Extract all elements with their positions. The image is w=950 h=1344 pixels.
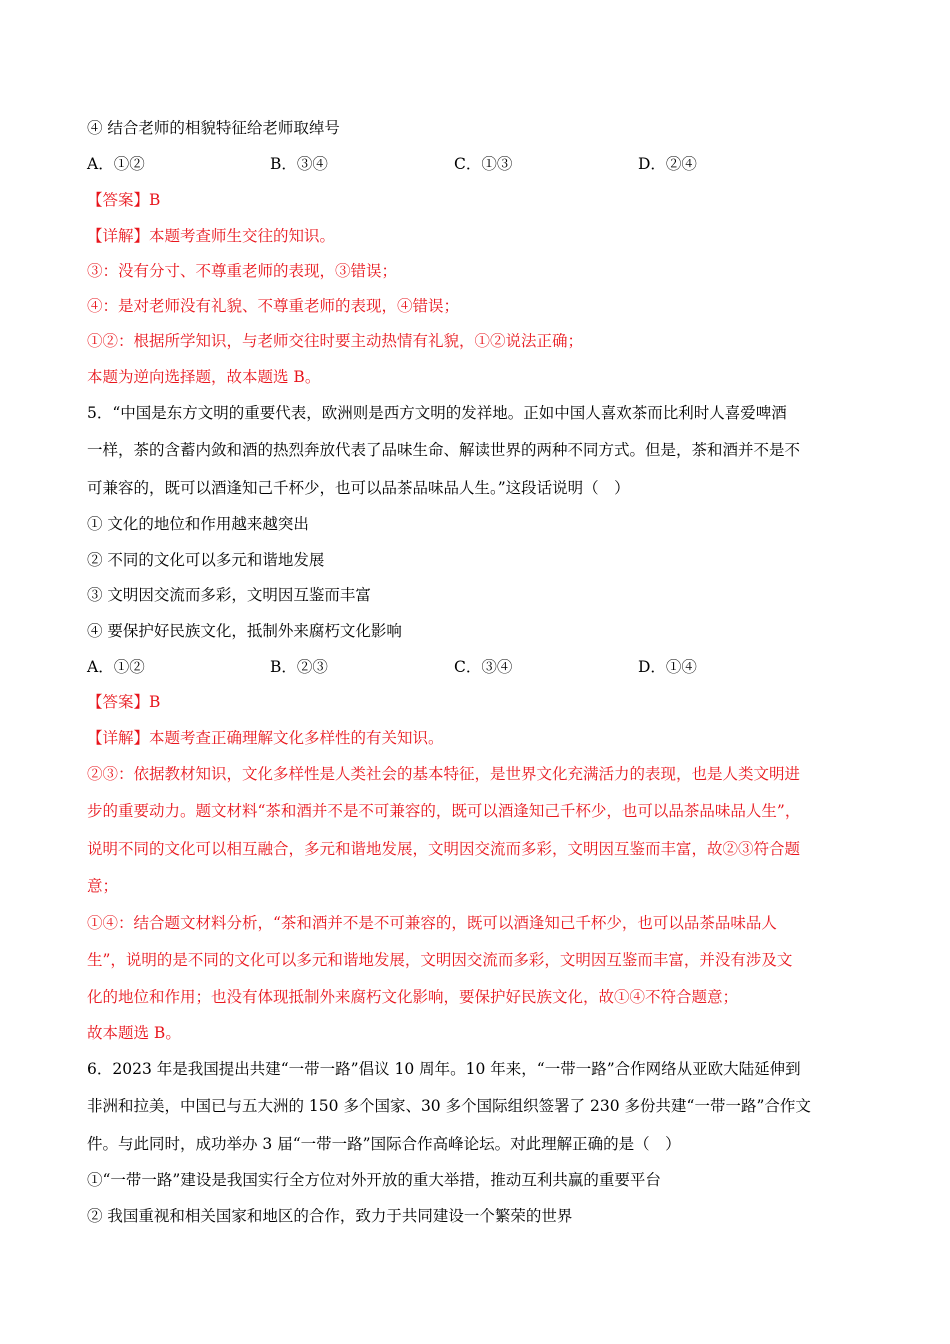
q5-detail-line: ①④：结合题文材料分析，“茶和酒并不是不可兼容的，既可以酒逢知己千杯少，也可以品茶品味品人	[87, 914, 777, 932]
q5-option-b: B．②③	[270, 658, 328, 676]
q5-detail-line: 故本题选 B。	[87, 1024, 181, 1042]
q6-item-1: ①“一带一路”建设是我国实行全方位对外开放的重大举措，推动互利共赢的重要平台	[87, 1171, 661, 1189]
q4-detail-line: ①②：根据所学知识，与老师交往时要主动热情有礼貌，①②说法正确；	[87, 332, 584, 350]
q5-detail-line: 化的地位和作用；也没有体现抵制外来腐朽文化影响，要保护好民族文化，故①④不符合题意；	[87, 988, 739, 1006]
q4-option-b: B．③④	[270, 155, 328, 173]
q4-answer: 【答案】B	[87, 191, 161, 209]
q6-stem-line: 件。与此同时，成功举办 3 届“一带一路”国际合作高峰论坛。对此理解正确的是（ ）	[87, 1135, 681, 1153]
q5-item-2: ② 不同的文化可以多元和谐地发展	[87, 551, 325, 569]
q4-option-c: C．①③	[454, 155, 513, 173]
q5-detail-line: 【详解】本题考查正确理解文化多样性的有关知识。	[87, 729, 444, 747]
q5-item-4: ④ 要保护好民族文化，抵制外来腐朽文化影响	[87, 622, 402, 640]
q6-stem-line: 6．2023 年是我国提出共建“一带一路”倡议 10 周年。10 年来，“一带一路”合作网络从亚欧大陆延伸到	[87, 1060, 801, 1078]
q5-stem-line: 可兼容的，既可以酒逢知己千杯少，也可以品茶品味品人生。”这段话说明（ ）	[87, 479, 630, 497]
q5-detail-line: ②③：依据教材知识，文化多样性是人类社会的基本特征，是世界文化充满活力的表现，也是人类文明进	[87, 765, 801, 783]
q4-item-4: ④ 结合老师的相貌特征给老师取绰号	[87, 119, 340, 137]
q5-stem-line: 一样，茶的含蓄内敛和酒的热烈奔放代表了品味生命、解读世界的两种不同方式。但是，茶和酒并不是不	[87, 441, 801, 459]
q5-option-a: A．①②	[87, 658, 145, 676]
q5-stem-line: 5．“中国是东方文明的重要代表，欧洲则是西方文明的发祥地。正如中国人喜欢茶而比利时人喜爱啤酒	[87, 404, 787, 422]
q5-option-c: C．③④	[454, 658, 513, 676]
q4-detail-line: 本题为逆向选择题，故本题选 B。	[87, 368, 321, 386]
q4-detail-line: ③：没有分寸、不尊重老师的表现，③错误；	[87, 262, 398, 280]
q5-item-1: ① 文化的地位和作用越来越突出	[87, 515, 309, 533]
q5-option-d: D．①④	[638, 658, 697, 676]
q5-detail-line: 步的重要动力。题文材料“茶和酒并不是不可兼容的，既可以酒逢知己千杯少，也可以品茶品味品人生”，	[87, 802, 801, 820]
q4-option-d: D．②④	[638, 155, 697, 173]
q6-item-2: ② 我国重视和相关国家和地区的合作，致力于共同建设一个繁荣的世界	[87, 1207, 573, 1225]
q5-answer: 【答案】B	[87, 693, 161, 711]
q5-item-3: ③ 文明因交流而多彩，文明因互鉴而丰富	[87, 586, 371, 604]
q5-options	[87, 657, 867, 677]
q5-detail-line: 意；	[87, 877, 119, 895]
q4-option-a: A．①②	[87, 155, 145, 173]
q4-detail-line: 【详解】本题考查师生交往的知识。	[87, 227, 336, 245]
q6-stem-line: 非洲和拉美，中国已与五大洲的 150 多个国家、30 多个国际组织签署了 230 多份共建“一带一路”合作文	[87, 1097, 811, 1115]
q5-detail-line: 生”，说明的是不同的文化可以多元和谐地发展，文明因交流而多彩，文明因互鉴而丰富，并没有涉及文	[87, 951, 793, 969]
q4-detail-line: ④：是对老师没有礼貌、不尊重老师的表现，④错误；	[87, 297, 460, 315]
q5-detail-line: 说明不同的文化可以相互融合，多元和谐地发展，文明因交流而多彩，文明因互鉴而丰富，故②③符合题	[87, 840, 801, 858]
q4-options	[87, 154, 867, 174]
